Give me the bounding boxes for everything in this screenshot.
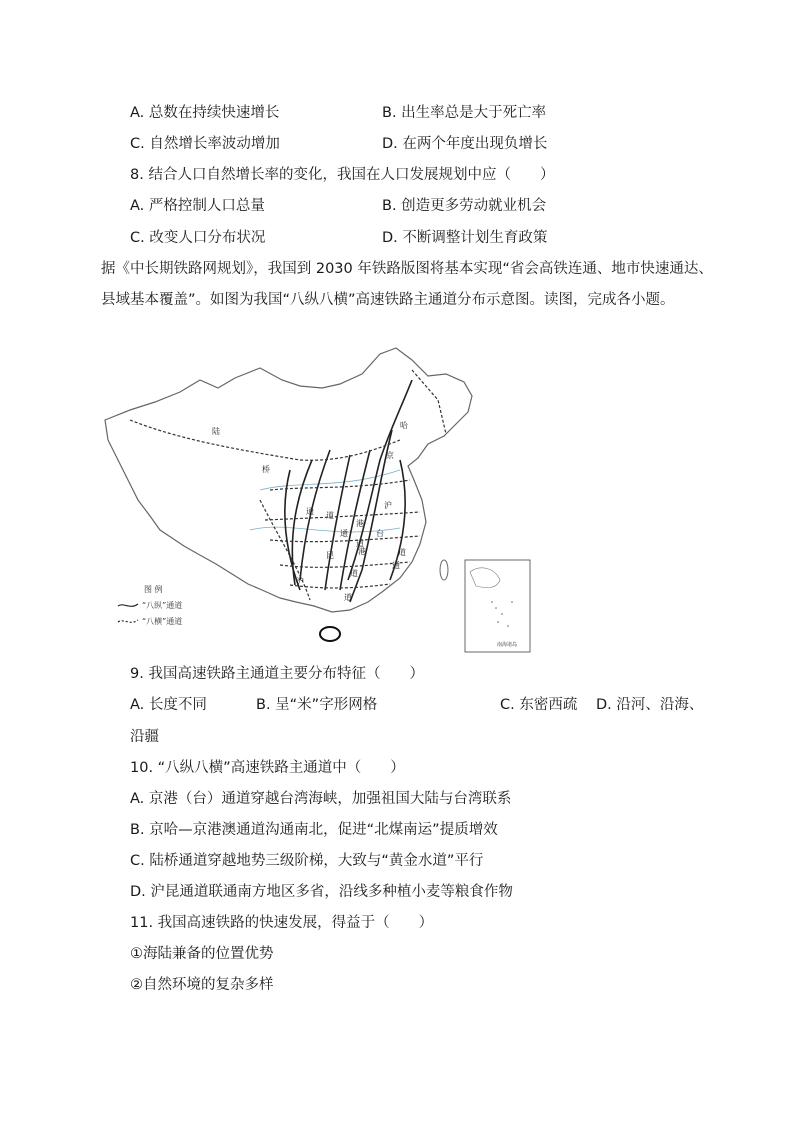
vertical-corridor <box>325 455 350 590</box>
q9-stem: 9. 我国高速铁路主通道主要分布特征（ ） <box>130 666 424 682</box>
q9-option-d-continued: 沿疆 <box>130 729 159 745</box>
q11-option-2: ②自然环境的复杂多样 <box>130 977 274 993</box>
q7-option-a: A. 总数在持续快速增长 <box>130 105 280 121</box>
q8-option-a: A. 严格控制人口总量 <box>130 198 265 214</box>
legend-heng-label: “八横”通道 <box>142 617 183 626</box>
q7-option-d: D. 在两个年度出现负增长 <box>382 136 548 152</box>
q9-option-b: B. 呈“米”字形网格 <box>256 697 378 713</box>
q8-option-b: B. 创造更多劳动就业机会 <box>382 198 547 214</box>
map-label: 沪 <box>384 501 392 510</box>
q8-stem: 8. 结合人口自然增长率的变化，我国在人口发展规划中应（ ） <box>130 167 555 183</box>
horizontal-corridor <box>270 480 410 490</box>
map-label: 道 <box>356 539 364 548</box>
taiwan-island <box>440 560 448 580</box>
map-label: 昆 <box>326 551 334 560</box>
horizontal-corridor <box>265 512 420 520</box>
legend-title: 图 例 <box>144 585 163 594</box>
map-label: 道 <box>326 511 334 520</box>
map-label: 哈 <box>400 421 408 430</box>
q9-option-a: A. 长度不同 <box>130 697 207 713</box>
horizontal-corridor <box>130 420 400 460</box>
map-label: 京 <box>386 451 394 460</box>
intro-line-1: 据《中长期铁路网规划》，我国到 2030 年铁路版图将基本实现“省会高铁连通、地市快速通达、 <box>101 261 713 277</box>
map-label: 通 <box>392 561 400 570</box>
hainan-island <box>320 627 340 641</box>
map-label: 通 <box>306 507 314 516</box>
map-label: 台 <box>376 529 384 538</box>
legend-zong-label: “八纵”通道 <box>142 601 183 610</box>
q10-option-b: B. 京哈—京港澳通道沟通南北，促进“北煤南运”提质增效 <box>130 822 498 838</box>
map-label: 道 <box>344 593 352 602</box>
q8-option-d: D. 不断调整计划生育政策 <box>382 230 548 246</box>
q8-option-c: C. 改变人口分布状况 <box>130 230 266 246</box>
legend-zong-swatch <box>118 604 138 606</box>
q7-option-c: C. 自然增长率波动增加 <box>130 136 280 152</box>
legend-heng-swatch <box>118 620 138 622</box>
intro-line-2: 县域基本覆盖”。如图为我国“八纵八横”高速铁路主通道分布示意图。读图，完成各小题。 <box>101 292 675 308</box>
q9-option-c: C. 东密西疏 <box>500 697 578 713</box>
map-label: 道 <box>350 569 358 578</box>
q10-option-d: D. 沪昆通道联通南方地区多省，沿线多种植小麦等粮食作物 <box>130 884 513 900</box>
map-label: 通 <box>340 529 348 538</box>
map-label: 道 <box>398 548 406 557</box>
map-label: 港 <box>356 519 364 528</box>
map-label: 桥 <box>262 465 270 474</box>
q7-option-b: B. 出生率总是大于死亡率 <box>382 105 547 121</box>
map-legend <box>118 584 182 626</box>
q11-option-1: ①海陆兼备的位置优势 <box>130 946 274 962</box>
q10-stem: 10. “八纵八横”高速铁路主通道中（ ） <box>130 760 405 776</box>
q9-option-d: D. 沿河、沿海、 <box>596 697 704 713</box>
q10-option-a: A. 京港（台）通道穿越台湾海峡，加强祖国大陆与台湾联系 <box>130 791 512 807</box>
horizontal-corridor <box>412 370 446 434</box>
south-china-sea-inset <box>465 560 530 652</box>
inset-label: 南海诸岛 <box>497 642 518 648</box>
map-label: 港 <box>358 547 366 556</box>
q10-option-c: C. 陆桥通道穿越地势三级阶梯，大致与“黄金水道”平行 <box>130 853 484 869</box>
map-label: 沪 <box>296 577 304 586</box>
railway-map <box>100 340 540 660</box>
map-label: 陆 <box>212 427 220 436</box>
q11-stem: 11. 我国高速铁路的快速发展，得益于（ ） <box>130 915 434 931</box>
